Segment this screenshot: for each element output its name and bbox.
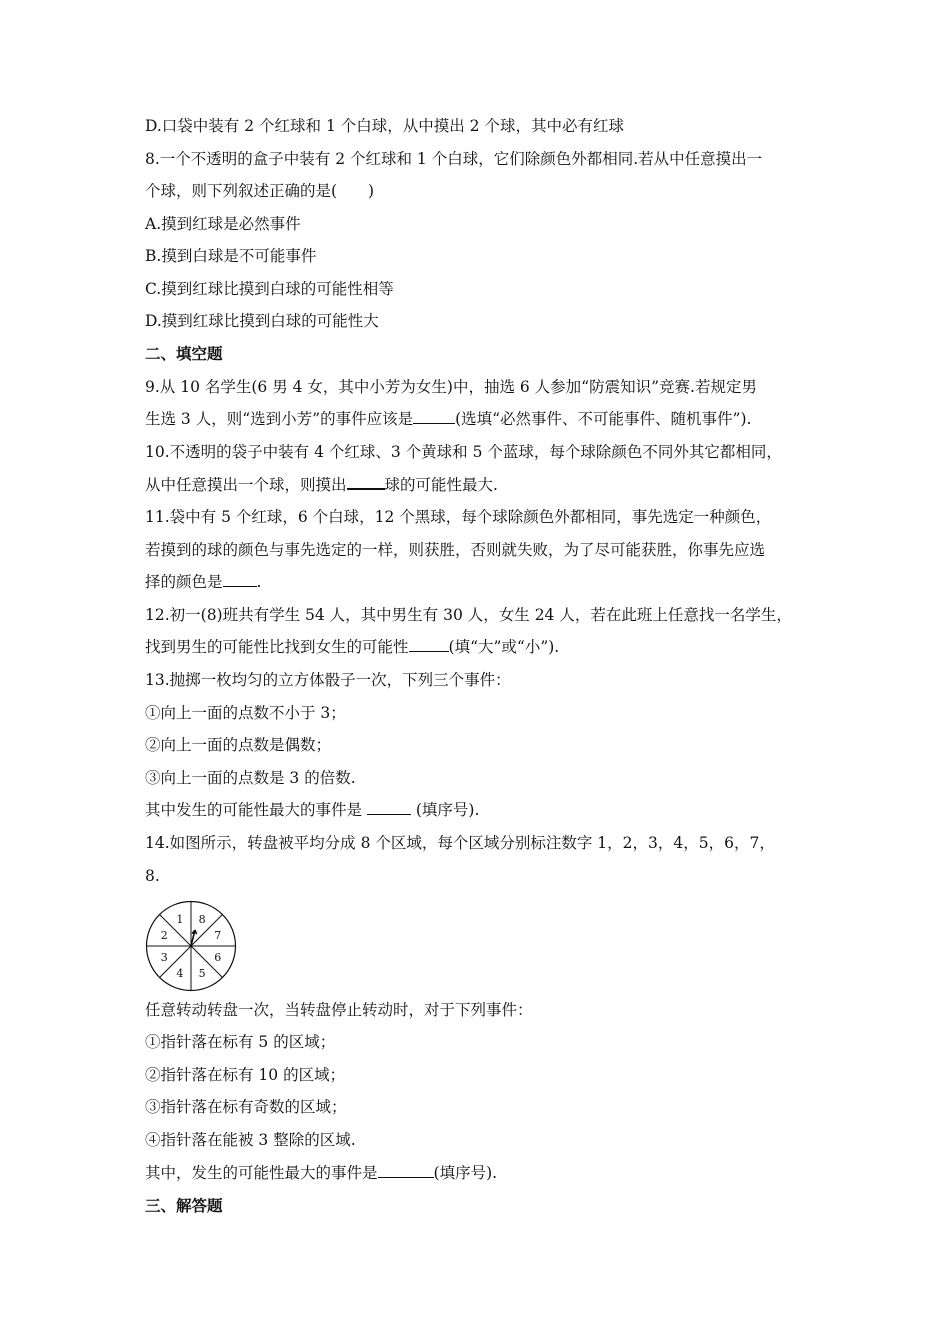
question-13-event-1: ①向上一面的点数不小于 3； xyxy=(145,704,346,722)
question-8-line-2: 个球，则下列叙述正确的是( ) xyxy=(145,182,375,200)
option-7d: D.口袋中装有 2 个红球和 1 个白球，从中摸出 2 个球，其中必有红球 xyxy=(145,117,624,135)
question-10-text-before-blank: 从中任意摸出一个球，则摸出 xyxy=(145,476,347,494)
question-14-event-3: ③指针落在标有奇数的区域； xyxy=(145,1098,347,1116)
option-8d: D.摸到红球比摸到白球的可能性大 xyxy=(145,312,379,330)
question-10-line-2 xyxy=(145,474,498,495)
section-heading-solutions: 三、解答题 xyxy=(145,1197,223,1215)
spinner-label-7: 7 xyxy=(214,928,222,942)
answer-blank-13[interactable] xyxy=(367,800,411,815)
spinner-label-1: 1 xyxy=(176,913,184,927)
question-14-line-1: 14.如图所示，转盘被平均分成 8 个区域，每个区域分别标注数字 1，2，3，4，5，6，7， xyxy=(145,834,775,852)
question-14-event-4: ④指针落在能被 3 整除的区域. xyxy=(145,1131,356,1149)
spinner-label-8: 8 xyxy=(198,913,206,927)
question-12-line-2 xyxy=(145,637,559,657)
answer-blank-9[interactable] xyxy=(413,409,455,424)
option-8c: C.摸到红球比摸到白球的可能性相等 xyxy=(145,280,394,298)
spinner-figure xyxy=(145,900,237,992)
question-9-text-before-blank: 生选 3 人，则“选到小芳”的事件应该是 xyxy=(145,410,414,428)
question-11-text-before-blank: 择的颜色是 xyxy=(145,573,223,591)
question-11-line-1: 11.袋中有 5 个红球，6 个白球，12 个黑球，每个球除颜色外都相同，事先选定一种颜色， xyxy=(145,508,772,526)
question-11-line-2: 若摸到的球的颜色与事先选定的一样，则获胜，否则就失败，为了尽可能获胜，你事先应选 xyxy=(145,541,766,559)
question-13-event-3: ③向上一面的点数是 3 的倍数. xyxy=(145,769,356,787)
spinner-label-4: 4 xyxy=(176,966,184,980)
question-13-text-before-blank: 其中发生的可能性最大的事件是 xyxy=(145,801,367,819)
question-9-line-2 xyxy=(145,409,751,429)
question-14-text-before-blank: 其中，发生的可能性最大的事件是 xyxy=(145,1164,378,1182)
answer-blank-12[interactable] xyxy=(409,637,449,652)
question-12-text-before-blank: 找到男生的可能性比找到女生的可能性 xyxy=(145,638,409,656)
question-12-text-after-blank: (填“大”或“小”). xyxy=(448,638,560,656)
question-9-text-after-blank: (选填“必然事件、不可能事件、随机事件”). xyxy=(455,410,752,428)
question-12-line-1: 12.初一(8)班共有学生 54 人，其中男生有 30 人，女生 24 人，若在此班上任意找一名学生， xyxy=(145,606,792,624)
question-14-stem: 任意转动转盘一次，当转盘停止转动时，对于下列事件： xyxy=(145,1001,533,1019)
question-11-line-3 xyxy=(145,572,261,592)
answer-blank-11[interactable] xyxy=(223,572,257,587)
question-11-text-after-blank: . xyxy=(256,573,262,591)
question-14-text-after-blank: (填序号). xyxy=(433,1164,498,1182)
option-8b: B.摸到白球是不可能事件 xyxy=(145,247,317,265)
question-13-prompt xyxy=(145,800,479,820)
spinner-label-3: 3 xyxy=(160,951,168,965)
question-14-prompt xyxy=(145,1163,497,1183)
question-14-event-1: ①指针落在标有 5 的区域； xyxy=(145,1033,336,1051)
question-13-stem: 13.抛掷一枚均匀的立方体骰子一次，下列三个事件： xyxy=(145,671,511,689)
spinner-label-2: 2 xyxy=(160,928,168,942)
question-8-line-1: 8.一个不透明的盒子中装有 2 个红球和 1 个白球，它们除颜色外都相同.若从中任意摸出一 xyxy=(145,150,763,168)
question-10-text-after-blank: 球的可能性最大. xyxy=(384,476,498,494)
question-14-event-2: ②指针落在标有 10 的区域； xyxy=(145,1066,346,1084)
question-9-line-1: 9.从 10 名学生(6 男 4 女，其中小芳为女生)中，抽选 6 人参加“防震知识”竞赛.若规定男 xyxy=(145,378,757,396)
question-10-line-1: 10.不透明的袋子中装有 4 个红球、3 个黄球和 5 个蓝球，每个球除颜色不同外其它都相同， xyxy=(145,443,782,461)
option-8a: A.摸到红球是必然事件 xyxy=(145,215,301,233)
answer-blank-10[interactable] xyxy=(347,474,385,490)
spinner-label-6: 6 xyxy=(214,951,222,965)
question-13-text-after-blank: (填序号). xyxy=(410,801,480,819)
question-13-event-2: ②向上一面的点数是偶数； xyxy=(145,736,332,754)
question-14-line-2: 8. xyxy=(145,867,160,885)
section-heading-fill-in: 二、填空题 xyxy=(145,345,223,363)
answer-blank-14[interactable] xyxy=(378,1163,434,1178)
spinner-label-5: 5 xyxy=(198,966,206,980)
